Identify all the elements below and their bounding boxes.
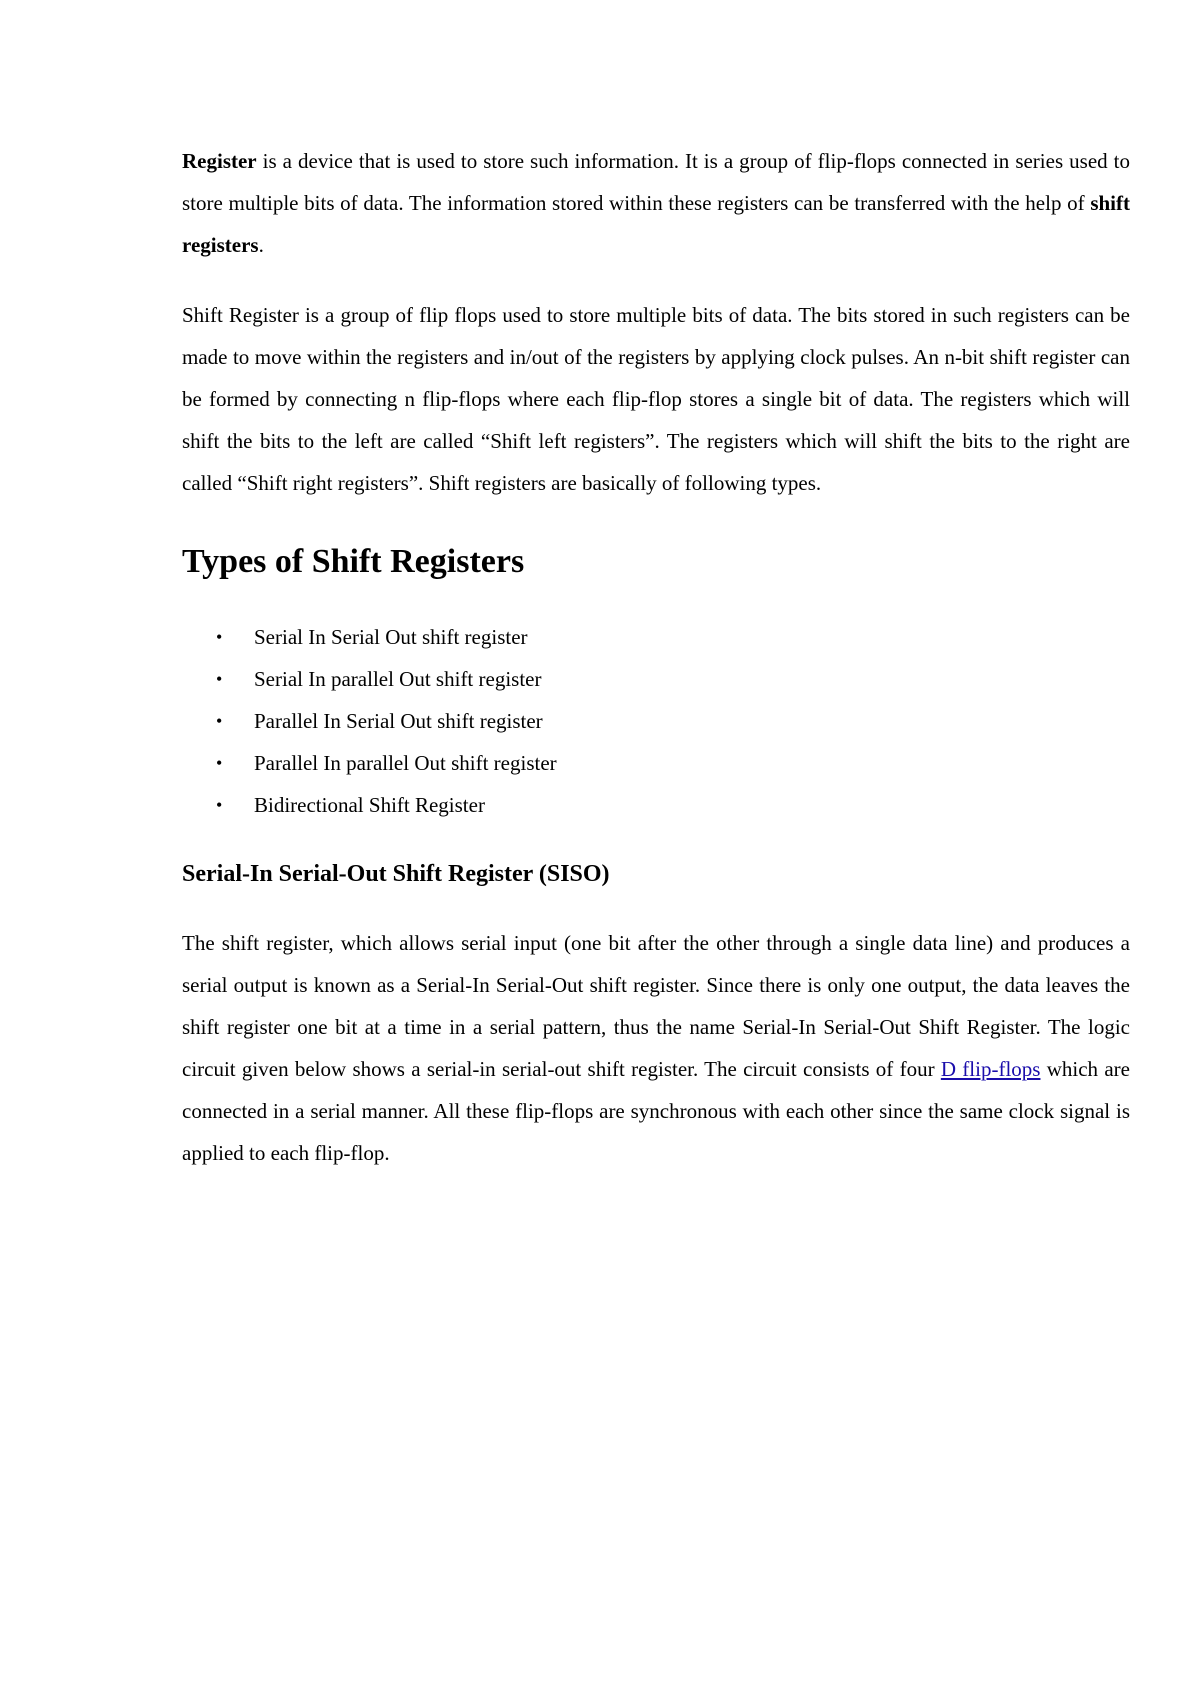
list-item-label: Parallel In parallel Out shift register — [254, 751, 557, 775]
bullet-icon: • — [216, 669, 223, 689]
intro-text-a: is a device that is used to store such information. It is a group of flip-flops connected in series used to store multiple bits of data. The information stored within these registers can be transferred with the help of — [182, 149, 1130, 215]
list-item — [182, 658, 1130, 700]
siso-text-b: which are connected in a serial manner. All these flip-flops are synchronous with each other since the same clock signal is applied to each flip-flop. — [182, 1057, 1130, 1165]
types-heading: Types of Shift Registers — [182, 543, 525, 580]
list-item — [182, 742, 1130, 784]
list-item — [182, 616, 1130, 658]
document-page — [182, 140, 1130, 1174]
siso-paragraph — [182, 922, 1130, 1174]
bullet-icon: • — [216, 711, 223, 731]
bullet-icon: • — [216, 627, 223, 647]
types-list — [182, 616, 1130, 826]
shift-registers-term: shift registers — [182, 191, 1130, 257]
siso-heading: Serial-In Serial-Out Shift Register (SISO) — [182, 861, 610, 887]
bullet-icon: • — [216, 753, 223, 773]
register-term: Register — [182, 149, 257, 173]
list-item — [182, 784, 1130, 826]
list-item — [182, 700, 1130, 742]
d-flip-flops-link[interactable]: D flip-flops — [940, 1057, 1041, 1081]
siso-text-a: The shift register, which allows serial input (one bit after the other through a single data line) and produces a serial output is known as a Serial-In Serial-Out shift register. Since there is only one output, the data leaves the shift register one bit at a time in a serial pattern, thus the name Serial-In Serial-Out Shift Register. The logic circuit given below shows a serial-in serial-out shift register. The circuit consists of four — [182, 931, 1130, 1081]
bullet-icon: • — [216, 795, 223, 815]
list-item-label: Parallel In Serial Out shift register — [254, 709, 543, 733]
intro-paragraph — [182, 140, 1130, 266]
shift-register-paragraph: Shift Register is a group of flip flops used to store multiple bits of data. The bits stored in such registers can be made to move within the registers and in/out of the registers by applying clock pulses. An n-bit shift register can be formed by connecting n flip-flops where each flip-flop stores a single bit of data. The registers which will shift the bits to the left are called “Shift left registers”. The registers which will shift the bits to the right are called “Shift right registers”. Shift registers are basically of following types. — [182, 303, 1130, 495]
list-item-label: Bidirectional Shift Register — [254, 793, 485, 817]
list-item-label: Serial In parallel Out shift register — [254, 667, 542, 691]
list-item-label: Serial In Serial Out shift register — [254, 625, 528, 649]
intro-text-b: . — [258, 233, 264, 257]
